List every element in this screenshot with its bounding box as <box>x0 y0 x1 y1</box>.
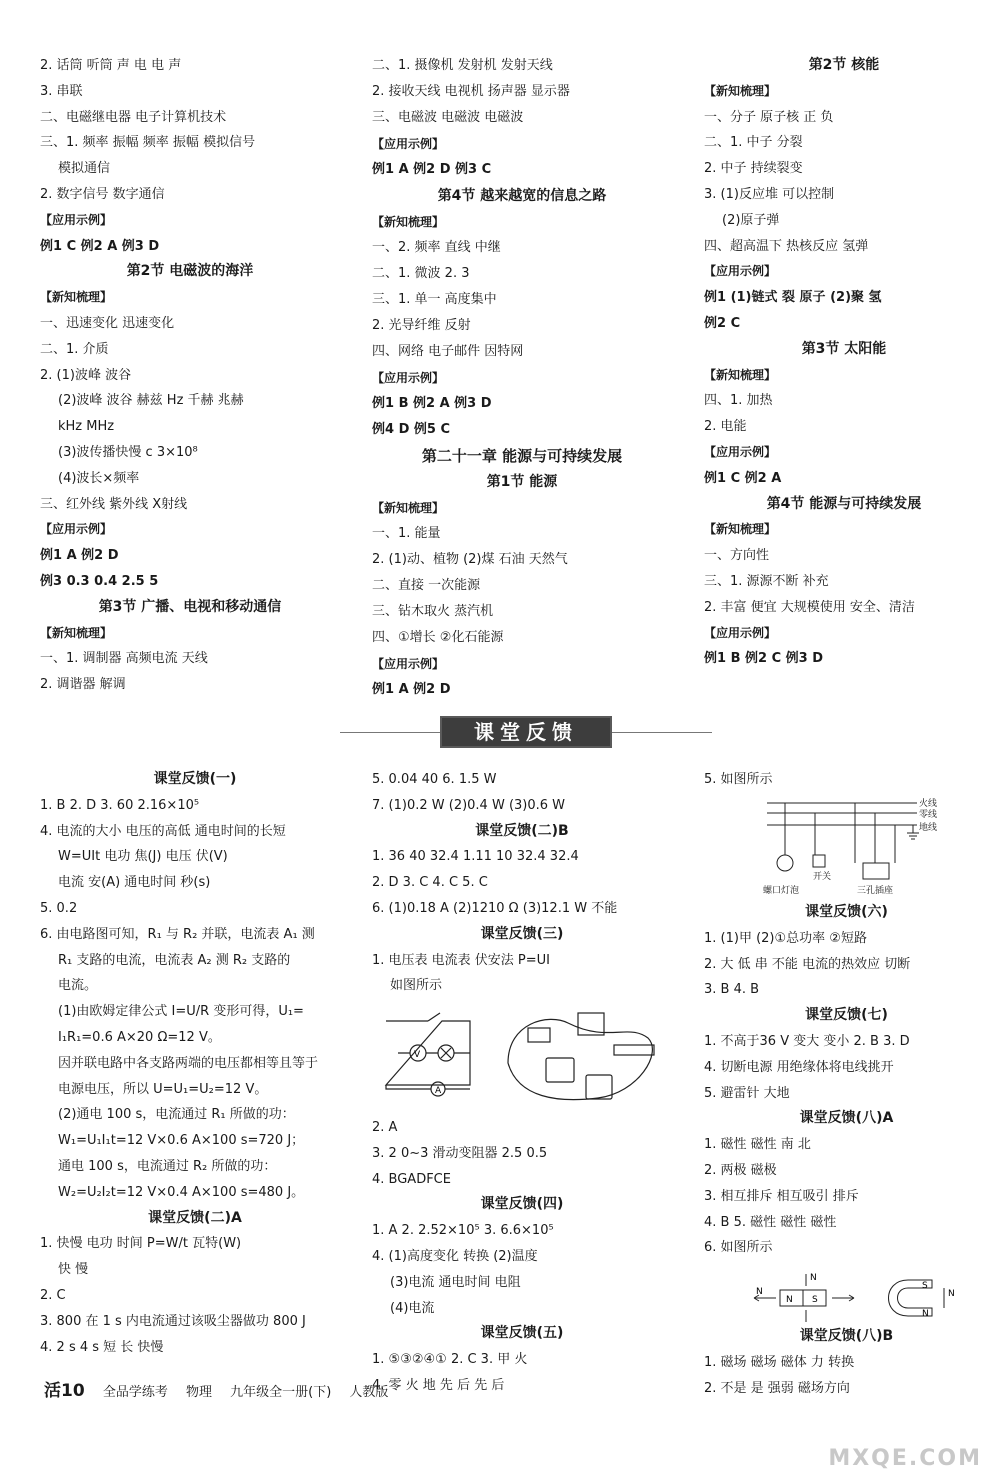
section-heading: 第4节 能源与可持续发展 <box>766 495 922 512</box>
page-footer <box>44 1378 402 1404</box>
answer-line: 例1 B 例2 A 例3 D <box>372 396 492 411</box>
grade-name: 九年级全一册(下) <box>230 1385 332 1400</box>
answer-line: 2. 光导纤维 反射 <box>372 318 471 333</box>
bar-magnet-n-label: N <box>786 1295 793 1305</box>
answer-line: 因并联电路中各支路两端的电压都相等且等于 <box>58 1055 319 1071</box>
answer-line: 1. 磁性 磁性 南 北 <box>704 1137 811 1153</box>
answer-line: 模拟通信 <box>58 161 111 177</box>
answer-line: kHz MHz <box>58 419 115 435</box>
switch-label: 开关 <box>813 872 832 882</box>
answer-line: 1. 电压表 电流表 伏安法 P=UI <box>372 952 551 968</box>
answer-line: 2. D 3. C 4. C 5. C <box>372 875 488 891</box>
household-circuit-figure <box>755 793 955 897</box>
section-tag: 【新知梳理】 <box>704 83 777 98</box>
section-heading: 课堂反馈(一) <box>153 771 237 787</box>
answer-line: 6. 如图所示 <box>704 1240 773 1256</box>
bottom-column-3a <box>704 767 984 793</box>
answer-line: 三、钻木取火 蒸汽机 <box>372 604 494 619</box>
edition-name: 人教版 <box>349 1385 389 1400</box>
section-tag: 【新知梳理】 <box>704 367 777 382</box>
answer-line: 四、①增长 ②化石能源 <box>372 630 504 645</box>
fire-wire-label: 火线 <box>919 799 938 809</box>
needle-n-label: N <box>810 1273 817 1283</box>
answer-line: 2. (1)动、植物 (2)煤 石油 天然气 <box>372 552 568 567</box>
answer-line: 一、1. 调制器 高频电流 天线 <box>40 651 208 667</box>
section-tag: 【应用示例】 <box>704 264 777 279</box>
section-tag: 【应用示例】 <box>372 371 445 385</box>
answer-line: 三、红外线 紫外线 X射线 <box>40 496 188 512</box>
answer-line: 二、直接 一次能源 <box>372 578 481 593</box>
section-heading: 课堂反馈(二)B <box>475 822 569 839</box>
answer-line: 6. (1)0.18 A (2)1210 Ω (3)12.1 W 不能 <box>372 900 618 916</box>
answer-line: (4)波长×频率 <box>58 470 140 486</box>
section-heading: 第3节 太阳能 <box>801 340 887 357</box>
answer-line: (1)由欧姆定律公式 I=U/R 变形可得，U₁= <box>58 1004 304 1020</box>
banner-rule-right <box>612 732 712 733</box>
section-heading: 第1节 能源 <box>486 474 558 490</box>
bottom-column-1 <box>40 767 350 1360</box>
answer-line: 1. A 2. 2.52×10⁵ 3. 6.6×10⁵ <box>372 1223 554 1239</box>
top-column-2 <box>372 53 672 703</box>
answer-line: R₁ 支路的电流，电流表 A₂ 测 R₂ 支路的 <box>58 952 291 968</box>
lamp-label: 螺口灯泡 <box>763 886 800 896</box>
answer-line: 例1 A 例2 D 例3 C <box>372 162 492 177</box>
answer-line: 电流。 <box>58 978 98 994</box>
svg-text:A: A <box>435 1086 442 1096</box>
answer-line: 2. 两极 磁极 <box>704 1162 777 1178</box>
answer-line: 三、1. 单一 高度集中 <box>372 292 497 307</box>
section-tag: 【新知梳理】 <box>40 290 113 305</box>
svg-text:V: V <box>414 1050 421 1060</box>
answer-line: 一、分子 原子核 正 负 <box>704 109 834 125</box>
answer-line: 2. 数字信号 数字通信 <box>40 186 165 202</box>
series-name: 全品学练考 <box>102 1385 168 1400</box>
answer-line: 5. 0.04 40 6. 1.5 W <box>372 772 497 787</box>
answer-line: (3)电流 通电时间 电阻 <box>390 1274 521 1290</box>
watermark: MXQE.COM <box>828 1446 982 1471</box>
answer-line: 二、1. 介质 <box>40 341 109 357</box>
answer-line: 5. 避雷针 大地 <box>704 1085 790 1101</box>
bottom-column-3b <box>704 900 989 1261</box>
answer-line: 1. 快慢 电功 时间 P=W/t 瓦特(W) <box>40 1236 242 1252</box>
section-tag: 【新知梳理】 <box>40 625 113 640</box>
section-heading: 课堂反馈(六) <box>805 904 888 920</box>
answer-line: 3. 相互排斥 相互吸引 排斥 <box>704 1188 859 1204</box>
answer-line: 例1 A 例2 D <box>372 682 451 697</box>
answer-line: 一、方向性 <box>704 548 770 564</box>
ground-wire-label: 地线 <box>919 823 938 833</box>
section-tag: 【新知梳理】 <box>704 522 777 537</box>
answer-line: 通电 100 s，电流通过 R₂ 所做的功： <box>58 1158 277 1174</box>
answer-line: (2)波峰 波谷 赫兹 Hz 千赫 兆赫 <box>58 393 244 409</box>
needle-right-n-label: N <box>948 1289 955 1299</box>
section-tag: 【新知梳理】 <box>372 215 445 229</box>
answer-line: 三、电磁波 电磁波 电磁波 <box>372 110 524 125</box>
answer-line: 二、1. 中子 分裂 <box>704 135 803 151</box>
answer-line: I₁R₁=0.6 A×20 Ω=12 V。 <box>58 1029 221 1045</box>
answer-line: 三、1. 频率 振幅 频率 振幅 模拟信号 <box>40 135 256 151</box>
answer-line: W₁=U₁I₁t=12 V×0.6 A×100 s=720 J； <box>58 1133 305 1149</box>
answer-line: 例4 D 例5 C <box>372 422 451 437</box>
answer-line: 快 慢 <box>58 1262 89 1278</box>
section-tag: 【应用示例】 <box>40 522 113 537</box>
answer-line: 6. 由电路图可知，R₁ 与 R₂ 并联，电流表 A₁ 测 <box>40 926 315 942</box>
answer-line: 3. 800 在 1 s 内电流通过该吸尘器做功 800 J <box>40 1313 306 1329</box>
section-tag: 【应用示例】 <box>40 212 113 227</box>
answer-line: 1. (1)甲 (2)①总功率 ②短路 <box>704 930 867 946</box>
banner-title: 课堂反馈 <box>440 716 612 748</box>
answer-line: 三、1. 源源不断 补充 <box>704 573 829 589</box>
answer-line: 四、超高温下 热核反应 氢弹 <box>704 238 869 254</box>
answer-line: 3. 串联 <box>40 83 83 99</box>
section-heading: 课堂反馈(八)A <box>799 1110 894 1127</box>
answer-line: W₂=U₂I₂t=12 V×0.4 A×100 s=480 J。 <box>58 1184 305 1200</box>
neutral-wire-label: 零线 <box>919 810 938 820</box>
answer-line: 2. 接收天线 电视机 扬声器 显示器 <box>372 84 570 99</box>
experiment-circuit-figure <box>378 1003 668 1113</box>
answer-line: 4. 电流的大小 电压的高低 通电时间的长短 <box>40 823 286 839</box>
section-heading: 第3节 广播、电视和移动通信 <box>98 598 282 615</box>
answer-line: (2)原子弹 <box>722 212 780 228</box>
answer-line: 2. 不是 是 强弱 磁场方向 <box>704 1380 850 1396</box>
section-tag: 【应用示例】 <box>372 137 445 151</box>
answer-line: (4)电流 <box>390 1300 435 1316</box>
section-heading: 第二十一章 能源与可持续发展 <box>421 447 623 465</box>
section-heading: 课堂反馈(四) <box>480 1196 564 1213</box>
answer-line: W=UIt 电功 焦(J) 电压 伏(V) <box>58 849 228 865</box>
answer-line: 一、2. 频率 直线 中继 <box>372 240 501 255</box>
answer-line: 2. C <box>40 1287 66 1303</box>
section-tag: 【新知梳理】 <box>372 501 445 515</box>
bottom-column-2b <box>372 1115 672 1399</box>
answer-line: 电流 安(A) 通电时间 秒(s) <box>58 875 211 891</box>
answer-line: 4. B 5. 磁性 磁性 磁性 <box>704 1214 837 1230</box>
section-heading: 课堂反馈(八)B <box>799 1328 894 1344</box>
answer-line: (2)通电 100 s，电流通过 R₁ 所做的功： <box>58 1107 295 1123</box>
answer-line: 2. 话筒 听筒 声 电 电 声 <box>40 58 182 73</box>
answer-line: 例1 C 例2 A <box>704 470 782 486</box>
answer-line: 4. 2 s 4 s 短 长 快慢 <box>40 1339 164 1355</box>
answer-line: 例1 B 例2 C 例3 D <box>704 651 824 667</box>
answer-line: 3. (1)反应堆 可以控制 <box>704 186 835 202</box>
answer-line: 2. 调谐器 解调 <box>40 677 126 693</box>
section-tag: 【应用示例】 <box>704 444 777 459</box>
section-banner <box>340 716 712 748</box>
answer-line: 4. (1)高度变化 转换 (2)温度 <box>372 1248 538 1264</box>
section-heading: 课堂反馈(二)A <box>148 1209 242 1226</box>
section-tag: 【应用示例】 <box>704 625 777 640</box>
answer-line: 3. 2 0~3 滑动变阻器 2.5 0.5 <box>372 1145 548 1161</box>
answer-line: 2. 大 低 串 不能 电流的热效应 切断 <box>704 956 911 972</box>
answer-line: 一、1. 能量 <box>372 526 441 541</box>
subject-name: 物理 <box>185 1385 212 1400</box>
answer-line: 5. 0.2 <box>40 900 78 916</box>
answer-line: 1. 36 40 32.4 1.11 10 32.4 32.4 <box>372 849 579 865</box>
answer-line: 四、1. 加热 <box>704 393 773 409</box>
answer-line: 1. 磁场 磁场 磁体 力 转换 <box>704 1354 855 1370</box>
answer-line: 一、迅速变化 迅速变化 <box>40 315 175 331</box>
answer-line: 7. (1)0.2 W (2)0.4 W (3)0.6 W <box>372 797 566 813</box>
section-heading: 第4节 越来越宽的信息之路 <box>437 188 607 204</box>
answer-line: 2. 中子 持续裂变 <box>704 161 803 177</box>
page-number: 活10 <box>44 1381 85 1401</box>
bottom-column-2a <box>372 767 672 999</box>
answer-line: 例1 (1)链式 裂 原子 (2)聚 氢 <box>704 290 882 306</box>
answer-line: 二、1. 摄像机 发射机 发射天线 <box>372 58 553 73</box>
banner-rule-left <box>340 732 440 733</box>
needle-left-n-label: N <box>756 1287 763 1297</box>
bottom-column-3c <box>704 1324 989 1401</box>
answer-line: 4. BGADFCE <box>372 1171 451 1187</box>
answer-line: 如图所示 <box>390 978 443 994</box>
answer-line: (3)波传播快慢 c 3×10⁸ <box>58 444 198 460</box>
answer-line: 例3 0.3 0.4 2.5 5 <box>40 573 159 589</box>
answer-line: 四、网络 电子邮件 因特网 <box>372 344 524 359</box>
answer-line: 1. B 2. D 3. 60 2.16×10⁵ <box>40 797 200 813</box>
answer-line: 例2 C <box>704 315 741 331</box>
answer-line: 4. 切断电源 用绝缘体将电线挑开 <box>704 1059 894 1075</box>
answer-line: 1. 不高于36 V 变大 变小 2. B 3. D <box>704 1033 910 1049</box>
section-heading: 课堂反馈(七) <box>805 1007 888 1024</box>
answer-line: 例1 C 例2 A 例3 D <box>40 238 160 254</box>
answer-line: 例1 A 例2 D <box>40 548 119 564</box>
section-heading: 第2节 核能 <box>808 57 880 73</box>
socket-label: 三孔插座 <box>857 886 894 896</box>
answer-line: 4. 零 火 地 先 后 先 后 <box>372 1377 505 1393</box>
answer-line: 2. 电能 <box>704 419 747 435</box>
bar-magnet-s-label: S <box>812 1295 818 1305</box>
answer-line: 3. B 4. B <box>704 982 760 998</box>
answer-line: 1. ⑤③②④① 2. C 3. 甲 火 <box>372 1352 528 1368</box>
answer-line: 2. A <box>372 1120 398 1135</box>
u-magnet-n-label: N <box>922 1309 929 1319</box>
section-heading: 第2节 电磁波的海洋 <box>126 263 254 280</box>
answer-line: 2. 丰富 便宜 大规模使用 安全、清洁 <box>704 599 915 615</box>
top-column-1 <box>40 53 340 698</box>
top-column-3 <box>704 53 984 672</box>
answer-line: 二、1. 微波 2. 3 <box>372 266 470 281</box>
section-heading: 课堂反馈(三) <box>480 925 564 942</box>
section-heading: 课堂反馈(五) <box>480 1325 564 1342</box>
magnet-figure <box>750 1270 960 1326</box>
u-magnet-s-label: S <box>922 1281 928 1291</box>
answer-line: 2. (1)波峰 波谷 <box>40 367 132 383</box>
answer-line: 电源电压，所以 U=U₁=U₂=12 V。 <box>58 1081 268 1097</box>
answer-line: 5. 如图所示 <box>704 772 773 787</box>
answer-line: 二、电磁继电器 电子计算机技术 <box>40 109 227 125</box>
section-tag: 【应用示例】 <box>372 657 445 671</box>
